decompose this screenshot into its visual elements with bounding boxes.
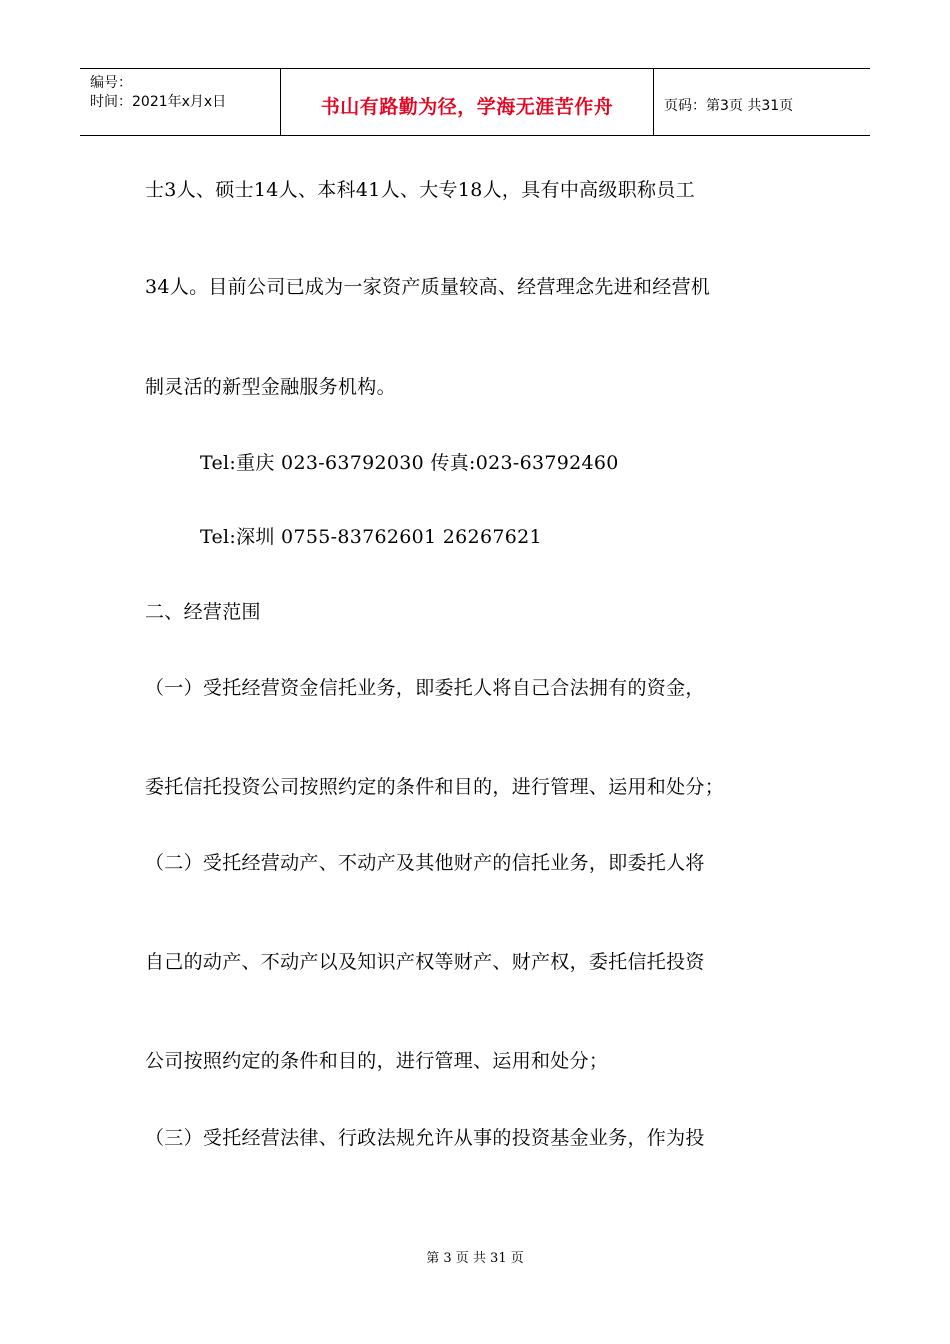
- body-line: 自己的动产、不动产以及知识产权等财产、财产权，委托信托投资: [145, 951, 705, 973]
- body-line: 制灵活的新型金融服务机构。: [145, 376, 396, 398]
- header-page-info: 页码：第3页 共31页: [664, 98, 794, 114]
- body-line: （一）受托经营资金信托业务，即委托人将自己合法拥有的资金，: [145, 677, 705, 699]
- header-page-cell: [654, 69, 870, 135]
- document-time-label: 时间：2021年x月x日: [90, 94, 227, 110]
- contact-line-chongqing: Tel:重庆 023-63792030 传真:023-63792460: [200, 452, 619, 474]
- body-line: 委托信托投资公司按照约定的条件和目的，进行管理、运用和处分；: [145, 776, 725, 798]
- header-motto: 书山有路勤为径，学海无涯苦作舟: [320, 96, 614, 118]
- section-heading: 二、经营范围: [145, 601, 261, 623]
- body-line: 公司按照约定的条件和目的，进行管理、运用和处分；: [145, 1050, 609, 1072]
- header-motto-cell: [281, 69, 654, 135]
- document-number-label: 编号：: [90, 75, 132, 91]
- body-line: 士3人、硕士14人、本科41人、大专18人，具有中高级职称员工: [145, 179, 695, 201]
- body-line: 34人。目前公司已成为一家资产质量较高、经营理念先进和经营机: [145, 276, 711, 298]
- body-line: （三）受托经营法律、行政法规允许从事的投资基金业务，作为投: [145, 1127, 705, 1149]
- header-meta-cell: [80, 69, 281, 135]
- body-line: （二）受托经营动产、不动产及其他财产的信托业务，即委托人将: [145, 852, 705, 874]
- page-header: [80, 68, 870, 136]
- contact-line-shenzhen: Tel:深圳 0755-83762601 26267621: [200, 526, 542, 548]
- page-footer: 第 3 页 共 31 页: [426, 1251, 524, 1266]
